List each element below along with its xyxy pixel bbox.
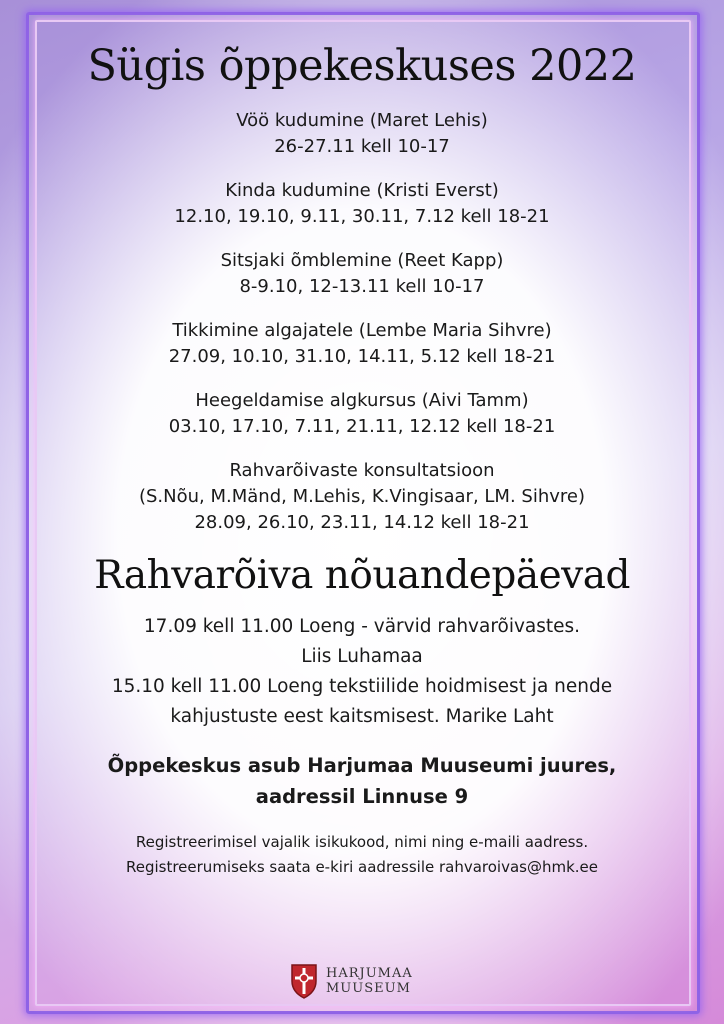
consultation-item (40, 458, 684, 536)
course-name: Heegeldamise algkursus (Aivi Tamm) (195, 390, 529, 411)
lecture-list (40, 612, 684, 732)
address-line: aadressil Linnuse 9 (255, 785, 469, 808)
registration-line: Registreerimisel vajalik isikukood, nimi ning e-maili aadress. (135, 833, 589, 851)
course-name: Tikkimine algajatele (Lembe Maria Sihvre) (172, 320, 552, 341)
course-item (40, 108, 684, 160)
lecture-line: Liis Luhamaa (301, 646, 423, 667)
lecture-line: 15.10 kell 11.00 Loeng tekstiilide hoidmisest ja nende (111, 676, 613, 697)
poster-title: Sügis õppekeskuses 2022 (87, 41, 637, 91)
course-dates: 26-27.11 kell 10-17 (274, 136, 450, 157)
course-dates: 12.10, 19.10, 9.11, 30.11, 7.12 kell 18-21 (174, 206, 550, 227)
logo-line: MUUSEUM (326, 981, 411, 996)
course-item (40, 318, 684, 370)
museum-shield-icon (290, 963, 318, 999)
course-dates: 27.09, 10.10, 31.10, 14.11, 5.12 kell 18-21 (168, 346, 556, 367)
lecture-line: kahjustuste eest kaitsmisest. Marike Laht (170, 706, 554, 727)
registration-line: Registreerumiseks saata e-kiri aadressile rahvaroivas@hmk.ee (125, 858, 599, 876)
course-item (40, 388, 684, 440)
lecture-line: 17.09 kell 11.00 Loeng - värvid rahvarõivastes. (143, 616, 581, 637)
logo-text (326, 966, 413, 996)
section-title: Rahvarõiva nõuandepäevad (94, 553, 630, 598)
course-name: Vöö kudumine (Maret Lehis) (236, 110, 488, 131)
consultation-name: Rahvarõivaste konsultatsioon (229, 460, 495, 481)
course-dates: 03.10, 17.10, 7.11, 21.11, 12.12 kell 18-21 (168, 416, 556, 437)
course-item (40, 248, 684, 300)
course-dates: 8-9.10, 12-13.11 kell 10-17 (239, 276, 485, 297)
course-name: Kinda kudumine (Kristi Everst) (225, 180, 499, 201)
course-item (40, 178, 684, 230)
address-block (40, 750, 684, 812)
museum-logo (290, 961, 430, 1001)
consultation-people: (S.Nõu, M.Mänd, M.Lehis, K.Vingisaar, LM. Sihvre) (138, 486, 585, 507)
registration-info (40, 830, 684, 880)
consultation-dates: 28.09, 26.10, 23.11, 14.12 kell 18-21 (194, 512, 530, 533)
course-name: Sitsjaki õmblemine (Reet Kapp) (220, 250, 504, 271)
logo-line: HARJUMAA (326, 966, 413, 981)
poster-content (40, 28, 684, 880)
address-line: Õppekeskus asub Harjumaa Muuseumi juures, (107, 754, 617, 777)
